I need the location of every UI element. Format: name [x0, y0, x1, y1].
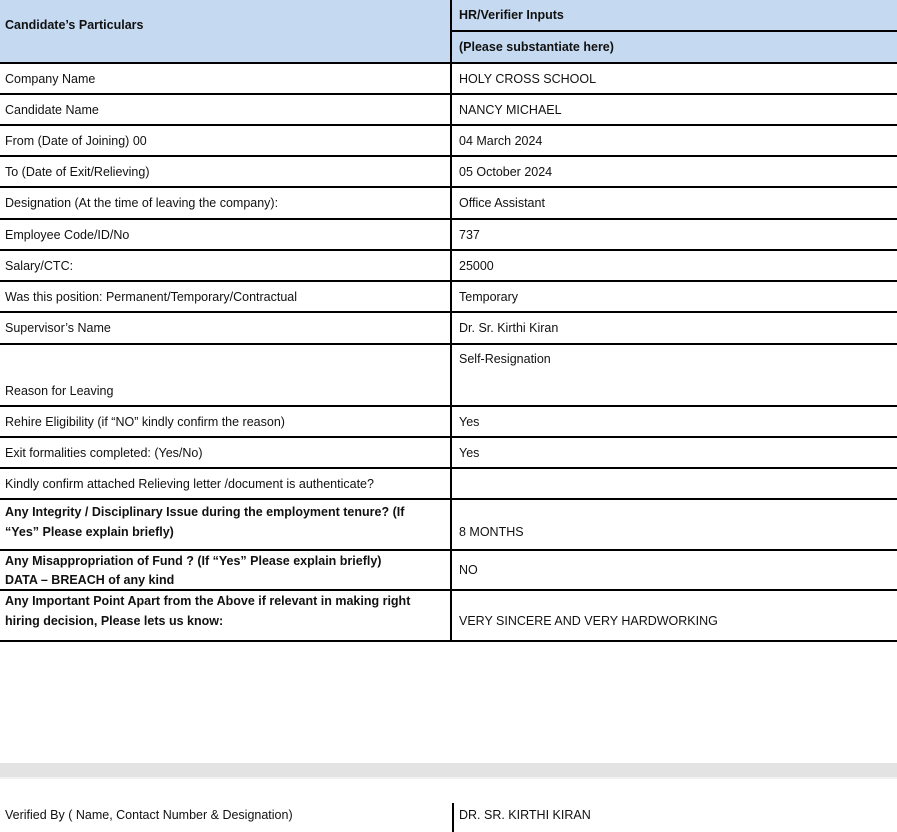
row-value: 25000	[459, 258, 494, 273]
row-value: HOLY CROSS SCHOOL	[459, 71, 597, 86]
row-label-line: “Yes” Please explain briefly)	[5, 525, 174, 539]
row-value: 04 March 2024	[459, 133, 543, 148]
row-label: To (Date of Exit/Relieving)	[0, 157, 452, 186]
row-value: Office Assistant	[459, 196, 545, 210]
row-label: Designation (At the time of leaving the company):	[0, 188, 452, 218]
row-label: Kindly confirm attached Relieving letter /document is authenticate?	[0, 469, 452, 498]
row-label: Supervisor’s Name	[0, 313, 452, 343]
row-label	[0, 551, 452, 589]
row-label-line: DATA – BREACH of any kind	[5, 573, 175, 587]
row-label: Candidate Name	[0, 95, 452, 124]
verified-by-value: DR. SR. KIRTHI KIRAN	[459, 808, 591, 822]
page-break-divider	[0, 763, 897, 777]
row-value: Yes	[459, 414, 480, 429]
row-label-line: Any Misappropriation of Fund ? (If “Yes” Please explain briefly)	[5, 554, 382, 568]
table-row	[0, 313, 897, 345]
row-label: Rehire Eligibility (if “NO” kindly confirm the reason)	[0, 407, 452, 436]
row-value: Yes	[459, 445, 480, 460]
row-value: NO	[459, 563, 478, 577]
row-label: Company Name	[0, 64, 452, 93]
table-row	[0, 188, 897, 220]
verified-by-label: Verified By ( Name, Contact Number & Designation)	[5, 808, 293, 822]
table-row	[0, 469, 897, 500]
row-label	[0, 591, 452, 640]
row-label-line: Any Important Point Apart from the Above if relevant in making right	[5, 594, 411, 608]
row-value: Dr. Sr. Kirthi Kiran	[459, 321, 559, 335]
header-row-bottom	[0, 18, 897, 64]
header-left-title: Candidate’s Particulars	[0, 16, 452, 62]
row-value: 05 October 2024	[459, 164, 553, 179]
table-row	[0, 591, 897, 642]
row-label: Was this position: Permanent/Temporary/Contractual	[0, 282, 452, 311]
table-row	[0, 157, 897, 188]
row-label	[0, 500, 452, 549]
row-label-line: hiring decision, Please lets us know:	[5, 614, 224, 628]
row-label: Employee Code/ID/No	[0, 220, 452, 249]
table-row	[0, 251, 897, 282]
footer-divider	[452, 803, 454, 832]
row-value: Temporary	[459, 289, 519, 304]
row-value: NANCY MICHAEL	[459, 102, 562, 117]
row-label: Salary/CTC:	[0, 251, 452, 280]
header-right-title: HR/Verifier Inputs	[459, 8, 564, 22]
table-row	[0, 220, 897, 251]
table-row	[0, 345, 897, 407]
page-break-shadow	[0, 777, 897, 779]
table-row	[0, 438, 897, 469]
table-row	[0, 126, 897, 157]
table-row	[0, 551, 897, 591]
row-label: Reason for Leaving	[0, 345, 452, 405]
row-value	[452, 469, 897, 498]
table-row	[0, 282, 897, 313]
header-right-subtitle: (Please substantiate here)	[459, 40, 614, 54]
row-value: 737	[459, 227, 480, 242]
row-value: VERY SINCERE AND VERY HARDWORKING	[459, 614, 718, 628]
row-value: Self-Resignation	[459, 352, 551, 366]
table-row	[0, 64, 897, 95]
row-label: From (Date of Joining) 00	[0, 126, 452, 155]
table-row	[0, 500, 897, 551]
row-label-line: Any Integrity / Disciplinary Issue during the employment tenure? (If	[5, 505, 405, 519]
row-value: 8 MONTHS	[459, 525, 524, 539]
table-row	[0, 95, 897, 126]
row-label: Exit formalities completed: (Yes/No)	[0, 438, 452, 467]
table-row	[0, 407, 897, 438]
